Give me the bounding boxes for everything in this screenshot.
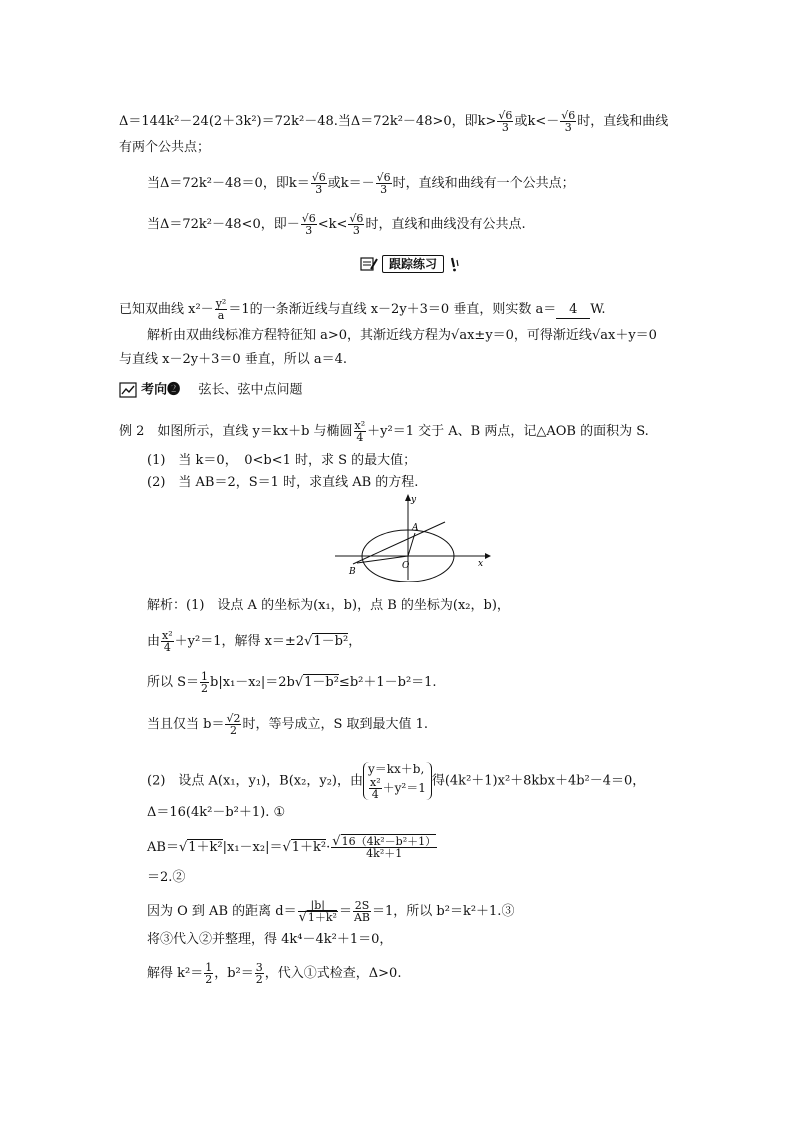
text-line <box>147 762 645 800</box>
text: (2) 当 AB＝2，S＝1 时，求直线 AB 的方程. <box>147 475 419 490</box>
text-line: 由 $\frac{\text{x²}}{4}$ ＋y²＝1，解得 x＝±2√1－b²， <box>147 629 362 654</box>
text: (1) 当 k＝0， 0<b<1 时，求 S 的最大值； <box>147 453 417 468</box>
segment-ob <box>357 556 408 563</box>
fraction: $\frac{2S}{AB}$ <box>353 899 371 924</box>
text: 或k＝－ <box>327 176 375 191</box>
section-tag <box>360 255 460 273</box>
radical-sign: √ <box>451 328 460 343</box>
heading-title: 弦长、弦中点问题 <box>198 382 303 398</box>
text: 解析由双曲线标准方程特征知 a>0，其渐近线方程为 <box>147 328 452 343</box>
text: 解析：(1) 设点 A 的坐标为(x₁，b)，点 B 的坐标为(x₂，b)， <box>147 598 510 613</box>
text: 解得 k²＝ <box>147 966 204 981</box>
text-line <box>147 932 392 948</box>
text: 已知双曲线 x²－ <box>119 302 214 317</box>
x-label: x <box>478 559 484 569</box>
text: AB＝ <box>147 840 179 855</box>
fraction: $\frac{|b|}{\text{√1＋k²}}$ <box>298 899 337 925</box>
fraction: $\frac{\text{x²}}{4}$ <box>354 419 366 444</box>
text: 时，直线和曲线有一个公共点； <box>392 176 575 191</box>
text-line <box>147 598 510 614</box>
text: 时，直线和曲线没有公共点. <box>365 217 526 232</box>
y-label: y <box>411 495 417 505</box>
text: ＝ <box>338 904 352 919</box>
text-line <box>147 713 428 736</box>
radicand: 1＋k² <box>291 840 327 855</box>
radicand: 1－b² <box>304 675 339 690</box>
text-line <box>147 962 401 985</box>
text: ＋y²＝1，解得 x＝±2 <box>174 634 305 649</box>
text: ＝1，所以 b²＝k²＋1.③ <box>372 904 515 919</box>
fraction: $\frac{√6}{3}$ <box>561 109 576 134</box>
text: 所以 S＝ <box>147 675 200 690</box>
text: ＝2.② <box>147 870 186 885</box>
radicand: 1＋k² <box>188 840 223 855</box>
text: b|x₁－x₂|＝2b <box>210 675 295 690</box>
text: Δ＝16(4k²－b²＋1). ① <box>147 805 286 820</box>
text-line: 所以 S＝ $\frac{1}{2}$ b|x₁－x₂|＝2b√1－b²≤b²＋1－b²＝1. <box>147 670 437 695</box>
text: (2) 设点 A(x₁，y₁)，B(x₂，y₂)，由 <box>147 773 363 789</box>
text-line <box>147 805 285 821</box>
text-line <box>119 298 605 321</box>
text: 因为 O 到 AB 的距离 d＝ <box>147 904 297 919</box>
equation-system: y＝kx＋b, $\frac{\text{x²}}{4}$ ＋y²＝1 <box>363 762 426 800</box>
trend-chart-icon <box>119 382 137 398</box>
text: 有两个公共点； <box>119 140 211 155</box>
fraction: $\frac{1}{2}$ <box>205 961 213 986</box>
text-line <box>147 900 514 923</box>
text-line <box>147 172 575 195</box>
text-line <box>119 420 649 443</box>
text: 当Δ＝72k²－48<0，即－ <box>147 217 300 232</box>
text: ＋y²＝1 交于 A、B 两点，记△AOB 的面积为 S. <box>367 424 649 439</box>
point-a-label: A <box>412 523 419 533</box>
text: 与直线 x－2y＋3＝0 垂直，所以 a＝4. <box>119 352 348 367</box>
point-b-label: B <box>349 567 356 577</box>
text: W. <box>590 302 606 317</box>
text-line <box>147 475 418 491</box>
text: |x₁－x₂|＝ <box>222 840 283 855</box>
text-line: AB＝√1＋k²|x₁－x₂|＝√1＋k²· $\frac{\text{√16（4k²－b²＋1）}}{\text{4k²＋1}}$ <box>147 834 437 860</box>
fraction: $\frac{√6}{3}$ <box>376 171 391 196</box>
section-heading <box>119 382 302 399</box>
text-line <box>119 140 210 156</box>
ellipse-figure <box>335 492 495 582</box>
text: 时，直线和曲线 <box>577 114 669 129</box>
text-line <box>147 453 416 469</box>
pencil-notebook-icon <box>360 256 378 272</box>
fraction: $\frac{\text{√16（4k²－b²＋1）}}{\text{4k²＋1}}$ <box>332 834 437 860</box>
text-line <box>119 352 347 368</box>
fraction: $\frac{\text{y²}}{a}$ <box>215 297 227 322</box>
exclamation-icon <box>448 256 460 272</box>
text-line <box>147 870 185 886</box>
text: ， <box>348 634 362 649</box>
text: ，代入①式检查，Δ>0. <box>264 966 402 981</box>
text: 由 <box>147 634 161 649</box>
segment-oa <box>408 533 415 556</box>
text: 得(4k²＋1)x²＋8kbx＋4b²－4＝0， <box>431 773 646 789</box>
text: 时，等号成立，S 取到最大值 1. <box>242 717 429 732</box>
fraction: $\frac{√6}{3}$ <box>349 212 364 237</box>
text: · <box>326 840 331 855</box>
text: ≤b²＋1－b²＝1. <box>338 675 437 690</box>
fraction: $\frac{√6}{3}$ <box>311 171 326 196</box>
fraction: $\frac{1}{2}$ <box>201 670 209 695</box>
fraction: $\frac{√6}{3}$ <box>498 109 513 134</box>
text: ax±y＝0，可得渐近线 <box>459 328 592 343</box>
text: <k< <box>317 217 348 232</box>
text: ＝1的一条渐近线与直线 x－2y＋3＝0 垂直，则实数 a＝ <box>228 302 557 317</box>
radicand: 1－b² <box>313 634 349 649</box>
x-axis-arrow <box>485 553 491 559</box>
text: ax＋y＝0 <box>600 328 657 343</box>
text: ，b²＝ <box>214 966 254 981</box>
text: 当且仅当 b＝ <box>147 717 225 732</box>
text: Δ＝144k²－24(2＋3k²)＝72k²－48.当Δ＝72k²－48>0，即k> <box>119 114 497 129</box>
text: 或k<－ <box>514 114 560 129</box>
text: 将③代入②并整理，得 4k⁴－4k²＋1＝0， <box>147 932 393 947</box>
text-line <box>147 213 526 236</box>
radical-sign: √ <box>591 328 601 343</box>
section-tag-label: 跟踪练习 <box>382 255 444 273</box>
fraction: $\frac{3}{2}$ <box>255 961 263 986</box>
heading-label: 考向❷ <box>141 382 181 398</box>
answer-blank: 4 <box>556 302 590 319</box>
text-line <box>119 110 668 133</box>
text-line <box>147 328 657 344</box>
text: 例 2 如图所示，直线 y＝kx＋b 与椭圆 <box>119 424 353 439</box>
text: 当Δ＝72k²－48＝0，即k＝ <box>147 176 310 191</box>
fraction: $\frac{\text{x²}}{4}$ <box>162 629 173 654</box>
origin-label: O <box>402 561 410 571</box>
fraction: $\frac{√6}{3}$ <box>301 212 316 237</box>
fraction: $\frac{√2}{2}$ <box>226 712 241 737</box>
